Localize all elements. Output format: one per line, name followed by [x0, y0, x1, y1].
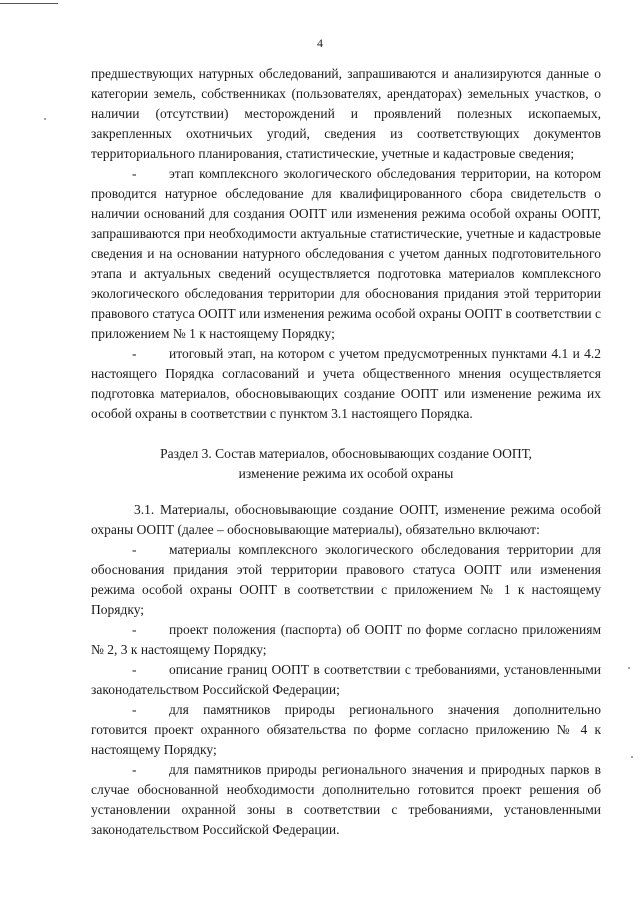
list-dash: - — [132, 762, 137, 777]
material-item — [91, 700, 601, 760]
scan-corner-line — [0, 3, 58, 4]
material-text: для памятников природы регионального значения и природных парков в случае обоснованной необходимости дополнительно готовится проект решения об установлении охранной зоны в соответствии с требованиями, установленными законодательством Российской Федерации. — [91, 762, 601, 837]
material-item — [91, 660, 601, 700]
material-text: описание границ ООПТ в соответствии с требованиями, установленными законодательством Российской Федерации; — [91, 662, 601, 697]
stage-text: этап комплексного экологического обследования территории, на котором проводится натурное обследование для квалифицированного сбора свидетельств о наличии оснований для создания ООПТ или изменения режима особой охраны ООПТ, запрашиваются при необходимости актуальные статистические, учетные и кадастровые сведения и на основании натурного обследования с учетом данных подготовительного этапа и актуальных сведений осуществляется подготовка материалов комплексного экологического обследования территории для обоснования придания этой территории правового статуса ООПТ или изменения режима особой охраны ООПТ в соответствии с приложением № 1 к настоящему Порядку; — [91, 166, 601, 341]
list-dash: - — [132, 622, 137, 637]
scan-speck — [631, 756, 633, 758]
material-text: материалы комплексного экологического обследования территории для обоснования придания этой территории правового статуса ООПТ или изменения режима особой охраны ООПТ в соответствии с приложением № 1 к настоящему Порядку; — [91, 542, 601, 617]
spacer — [91, 484, 601, 500]
material-item — [91, 760, 601, 840]
section-heading-line-2: изменение режима их особой охраны — [238, 466, 454, 481]
list-dash: - — [132, 166, 137, 181]
material-text: проект положения (паспорта) об ООПТ по форме согласно приложениям № 2, 3 к настоящему Порядку; — [91, 622, 601, 657]
section-heading-line-1: Раздел 3. Состав материалов, обосновывающих создание ООПТ, — [160, 446, 532, 461]
spacer — [91, 424, 601, 444]
list-dash: - — [132, 346, 137, 361]
scan-speck — [44, 118, 46, 120]
page-number: 4 — [317, 36, 323, 50]
list-dash: - — [132, 542, 137, 557]
material-item — [91, 540, 601, 620]
stage-item — [91, 344, 601, 424]
document-body — [91, 64, 601, 840]
scan-speck — [628, 667, 630, 669]
list-dash: - — [132, 702, 137, 717]
clause-3-1: 3.1. Материалы, обосновывающие создание ООПТ, изменение режима особой охраны ООПТ (далее – обосновывающие материалы), обязательно включают: — [91, 502, 601, 537]
list-dash: - — [132, 662, 137, 677]
stage-text: итоговый этап, на котором с учетом предусмотренных пунктами 4.1 и 4.2 настоящего Порядка согласований и учета общественного мнения осуществляется подготовка материалов, обосновывающих создание ООПТ или изменение режима их особой охраны в соответствии с пунктом 3.1 настоящего Порядка. — [91, 346, 601, 421]
material-item — [91, 620, 601, 660]
intro-paragraph: предшествующих натурных обследований, запрашиваются и анализируются данные о категории земель, собственниках (пользователях, арендаторах) земельных участков, о наличии (отсутствии) месторождений и проявлений полезных ископаемых, закрепленных охотничьих угодий, сведения из соответствующих документов территориального планирования, статистические, учетные и кадастровые сведения; — [91, 66, 601, 161]
stage-item — [91, 164, 601, 344]
material-text: для памятников природы регионального значения дополнительно готовится проект охранного обязательства по форме согласно приложению № 4 к настоящему Порядку; — [91, 702, 601, 757]
